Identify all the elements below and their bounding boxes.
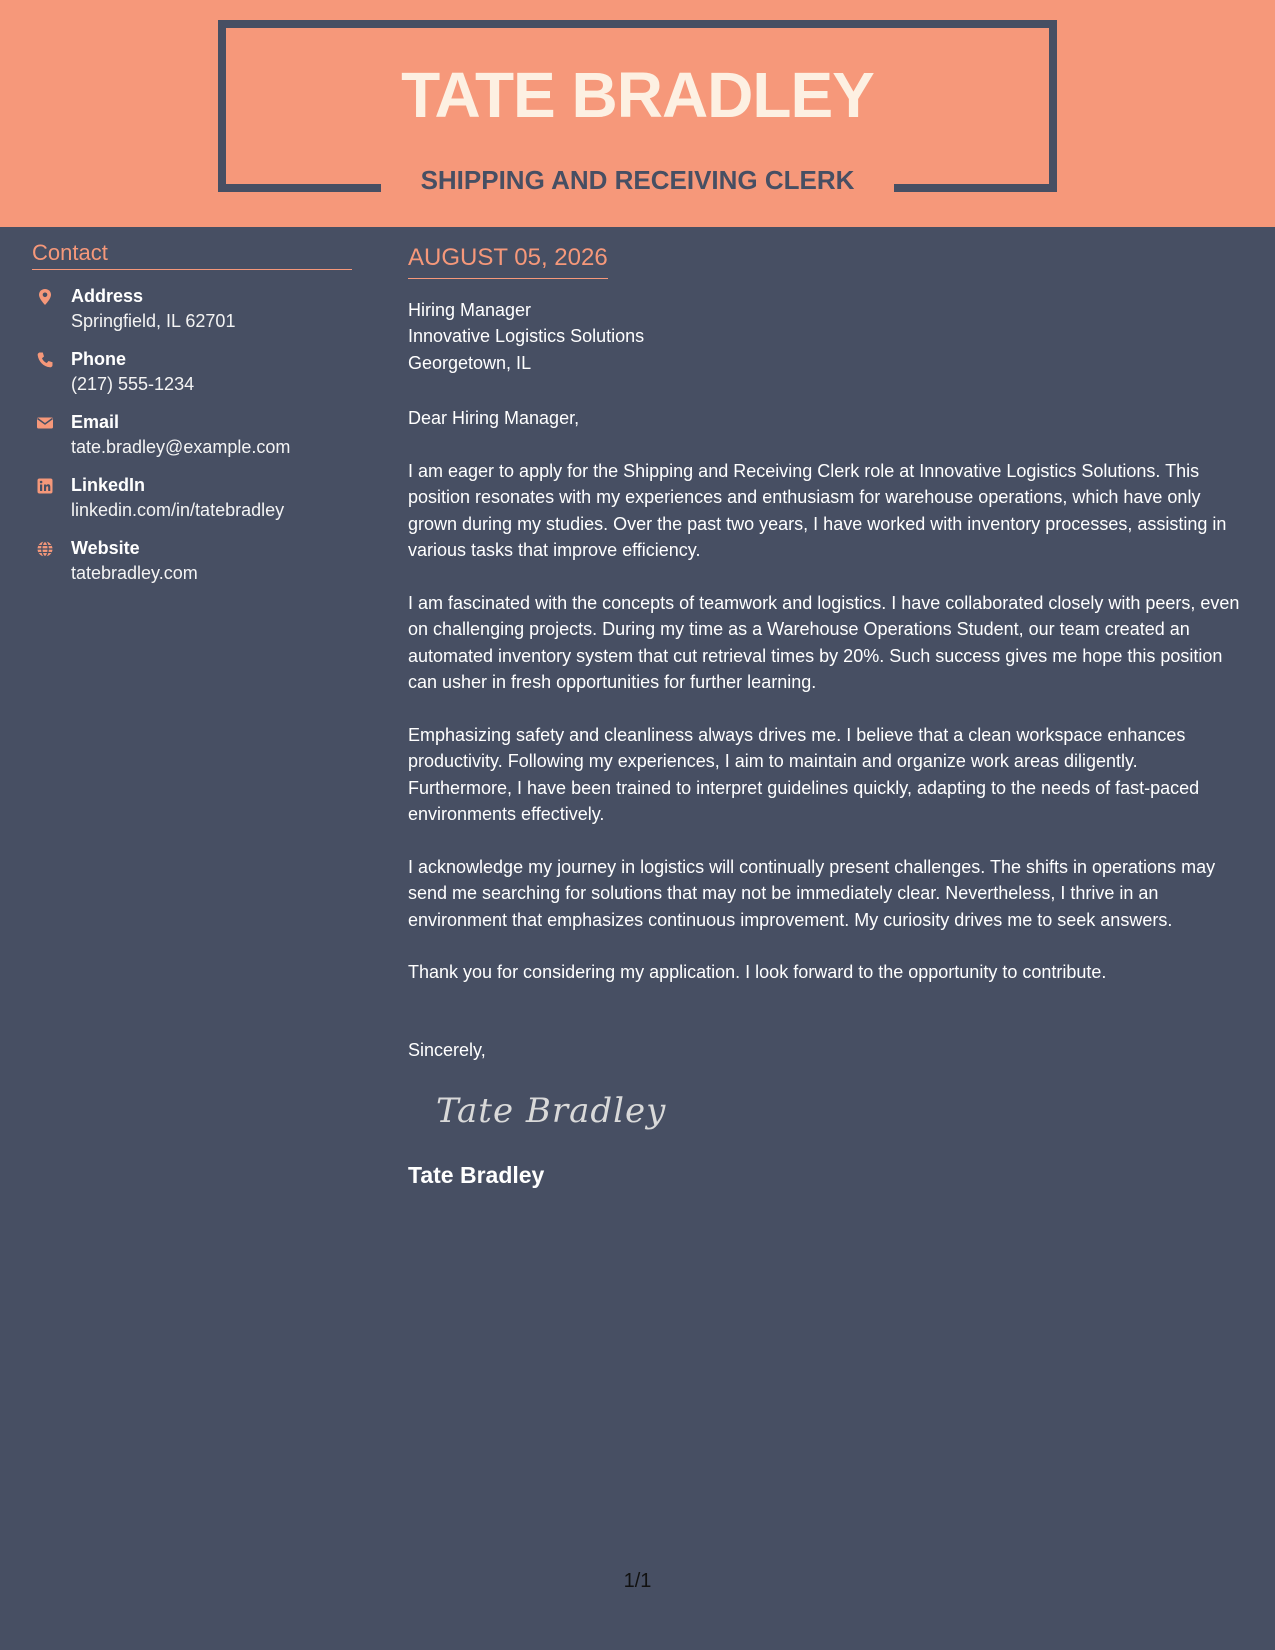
- job-title: SHIPPING AND RECEIVING CLERK: [420, 165, 855, 195]
- letter-paragraph: Emphasizing safety and cleanliness always drives me. I believe that a clean workspace enhances productivity. Following my experiences, I aim to maintain and organize work areas diligently. Furthermore, I have been trained to interpret guidelines quickly, adapting to the needs of fast-paced environments effectively.: [408, 724, 1200, 825]
- recipient-line: Georgetown, IL: [408, 352, 532, 373]
- phone-icon: [36, 351, 54, 369]
- letter-paragraph: I am fascinated with the concepts of teamwork and logistics. I have collaborated closely with peers, even on challenging projects. During my time as a Warehouse Operations Student, our team created an automated inventory system that cut retrieval times by 20%. Such success gives me hope this position can usher in fresh opportunities for further learning.: [408, 592, 1240, 693]
- letter-paragraph: I acknowledge my journey in logistics will continually present challenges. The shifts in operations may send me searching for solutions that may not be immediately clear. Nevertheless, I thrive in an environment that emphasizes continuous improvement. My curiosity drives me to seek answers.: [408, 856, 1216, 930]
- contact-phone: [32, 347, 352, 410]
- recipient-line: Innovative Logistics Solutions: [408, 326, 645, 347]
- contact-value: linkedin.com/in/tatebradley: [71, 500, 285, 521]
- map-pin-icon: [36, 288, 54, 306]
- contact-value: (217) 555-1234: [71, 374, 195, 395]
- applicant-name: TATE BRADLEY: [401, 59, 874, 131]
- frame-border: [218, 20, 1057, 28]
- contact-value: Springfield, IL 62701: [71, 311, 236, 332]
- letter-paragraph: I am eager to apply for the Shipping and Receiving Clerk role at Innovative Logistics Solutions. This position resonates with my experiences and enthusiasm for warehouse operations, which have only grown during my studies. Over the past two years, I have worked with inventory processes, assisting in various tasks that improve efficiency.: [408, 460, 1227, 561]
- letter-body: [408, 244, 1244, 1190]
- frame-border: [218, 20, 226, 192]
- contact-heading: Contact: [32, 240, 352, 270]
- contact-label: Address: [71, 286, 144, 307]
- contact-label: Email: [71, 412, 120, 433]
- frame-border: [1049, 20, 1057, 192]
- contact-sidebar: [32, 240, 352, 599]
- signed-name: Tate Bradley: [408, 1162, 545, 1189]
- contact-label: Phone: [71, 349, 127, 370]
- contact-email: [32, 410, 352, 473]
- page-number: 1/1: [623, 1570, 652, 1592]
- contact-value: tatebradley.com: [71, 563, 198, 584]
- signature: Tate Bradley: [436, 1091, 667, 1132]
- linkedin-icon: [36, 477, 54, 495]
- contact-label: LinkedIn: [71, 475, 146, 496]
- recipient-block: [408, 297, 1244, 377]
- greeting: Dear Hiring Manager,: [408, 408, 580, 429]
- contact-value: tate.bradley@example.com: [71, 437, 291, 458]
- contact-website: [32, 536, 352, 599]
- email-icon: [36, 414, 54, 432]
- recipient-line: Hiring Manager: [408, 299, 532, 320]
- globe-icon: [36, 540, 54, 558]
- contact-label: Website: [71, 538, 140, 559]
- closing: Sincerely,: [408, 1039, 486, 1060]
- contact-linkedin: [32, 473, 352, 536]
- letter-paragraph: Thank you for considering my application. I look forward to the opportunity to contribute.: [408, 962, 1107, 983]
- contact-address: [32, 284, 352, 347]
- letter-date: AUGUST 05, 2026: [408, 244, 608, 279]
- header-banner: [0, 0, 1275, 227]
